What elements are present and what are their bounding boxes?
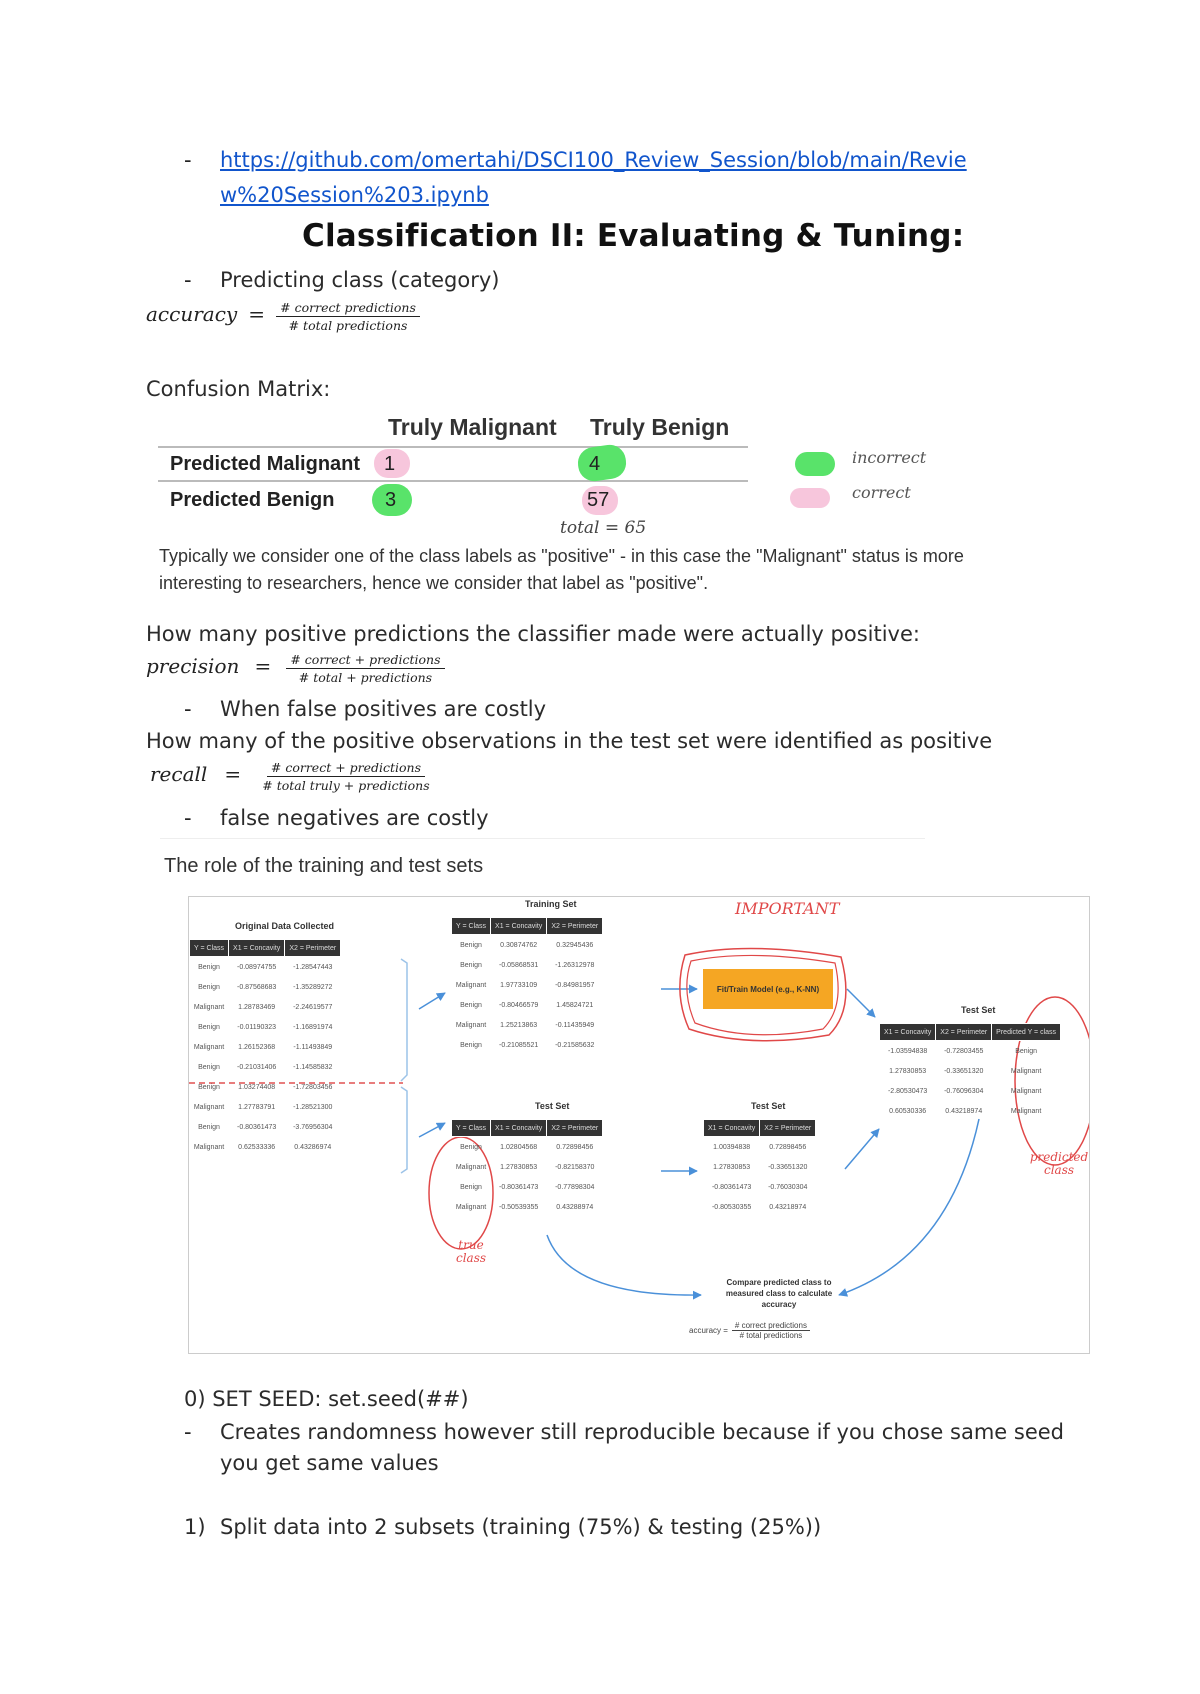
- table-cell: -1.03594838: [887, 1047, 928, 1055]
- table-cell: Benign: [198, 983, 220, 991]
- recall-question: How many of the positive observations in the test set were identified as positive: [146, 729, 993, 753]
- legend-correct-label: correct: [852, 483, 911, 502]
- table-cell: Malignant: [1010, 1087, 1042, 1095]
- table-cell: -1.28547443: [293, 963, 333, 971]
- original-data-table: [189, 939, 341, 1157]
- predicting-class-text: Predicting class (category): [220, 268, 500, 292]
- training-set-title: Training Set: [525, 899, 577, 909]
- table-cell: 1.27830853: [500, 1163, 538, 1171]
- table-cell: -1.28521300: [293, 1103, 333, 1111]
- table-cell: 0.62533336: [238, 1143, 276, 1151]
- table-cell: 0.43288974: [556, 1203, 594, 1211]
- precision-question: How many positive predictions the classifier made were actually positive:: [146, 622, 920, 646]
- table-cell: Benign: [198, 1023, 220, 1031]
- true-class-annotation: true class: [455, 1238, 487, 1265]
- table-cell: Benign: [460, 1001, 482, 1009]
- table-cell: 1.27783791: [238, 1103, 276, 1111]
- table-cell: 0.30874762: [500, 941, 538, 949]
- table-cell: 1.02804568: [500, 1143, 538, 1151]
- table-cell: Malignant: [193, 1143, 225, 1151]
- confusion-matrix-label: Confusion Matrix:: [146, 377, 331, 401]
- table-cell: -0.80466579: [499, 1001, 539, 1009]
- diagram-heading: The role of the training and test sets: [164, 855, 484, 877]
- table-row: [880, 1081, 1061, 1101]
- table-cell: -0.50539355: [499, 1203, 539, 1211]
- compare-instructions: Compare predicted class to measured class to calculate accuracy: [725, 1278, 833, 1309]
- precision-formula: [146, 652, 445, 685]
- table-cell: -0.77898304: [555, 1183, 595, 1191]
- original-data-title: Original Data Collected: [235, 921, 335, 931]
- table-row: [452, 1137, 603, 1158]
- table-cell: -0.05868531: [499, 961, 539, 969]
- col-header-truly-benign: Truly Benign: [590, 414, 730, 440]
- table-cell: 1.26152368: [238, 1043, 276, 1051]
- row-label-predicted-benign: Predicted Benign: [170, 489, 335, 511]
- test-set-title: Test Set: [751, 1101, 786, 1111]
- table-row: [190, 1077, 341, 1097]
- table-cell: -1.11493849: [293, 1043, 333, 1051]
- table-row: [190, 1137, 341, 1157]
- table-cell: 1.03274408: [238, 1083, 276, 1091]
- table-cell: -0.87568683: [237, 983, 277, 991]
- table-cell: Benign: [460, 1143, 482, 1151]
- table-cell: Benign: [460, 1183, 482, 1191]
- table-cell: Malignant: [455, 981, 487, 989]
- table-cell: Malignant: [455, 1163, 487, 1171]
- test-set-features-table: [703, 1119, 816, 1217]
- cell-value: 57: [587, 489, 610, 511]
- cell-value: 3: [385, 489, 397, 511]
- test-set-predicted-table: [879, 1023, 1061, 1121]
- table-header: Y = Class: [190, 940, 229, 957]
- col-header-truly-malignant: Truly Malignant: [388, 414, 557, 440]
- diagram-accuracy-lhs: accuracy =: [689, 1326, 728, 1335]
- table-cell: -1.26312978: [555, 961, 595, 969]
- positive-note-line2: interesting to researchers, hence we consider that label as "positive".: [159, 573, 709, 593]
- table-row: [704, 1137, 816, 1158]
- diagram-accuracy-denominator: # total predictions: [739, 1331, 803, 1340]
- table-row: [704, 1157, 816, 1177]
- precision-denominator: # total + predictions: [298, 670, 433, 685]
- github-link-line1[interactable]: https://github.com/omertahi/DSCI100_Review_Session/blob/main/Revie: [220, 148, 967, 172]
- table-cell: Benign: [198, 1063, 220, 1071]
- precision-lhs: precision: [146, 654, 240, 678]
- recall-numerator: # correct + predictions: [267, 760, 425, 777]
- table-cell: 0.60530336: [889, 1107, 927, 1115]
- table-header: X2 = Perimeter: [936, 1024, 992, 1041]
- table-cell: -0.21085521: [499, 1041, 539, 1049]
- table-cell: 1.97733109: [500, 981, 538, 989]
- table-header: X2 = Perimeter: [760, 1120, 816, 1137]
- diagram-accuracy-fraction: [732, 1321, 810, 1340]
- row-label-predicted-malignant: Predicted Malignant: [170, 453, 361, 475]
- recall-formula: [150, 760, 434, 793]
- table-row: [190, 1097, 341, 1117]
- table-row: [452, 1177, 603, 1197]
- table-cell: 0.72898456: [769, 1143, 807, 1151]
- table-cell: 1.27830853: [889, 1067, 927, 1075]
- table-row: [880, 1101, 1061, 1121]
- table-cell: Benign: [198, 1123, 220, 1131]
- table-header: X1 = Concavity: [491, 1120, 547, 1137]
- table-row: [704, 1197, 816, 1217]
- table-row: [452, 1157, 603, 1177]
- table-cell: Malignant: [1010, 1107, 1042, 1115]
- seed-explanation-line1: Creates randomness however still reproducible because if you chose same seed: [220, 1420, 1064, 1444]
- table-cell: Malignant: [1010, 1067, 1042, 1075]
- table-header: Y = Class: [452, 1120, 491, 1137]
- table-row: [452, 1015, 603, 1035]
- predicted-class-annotation: predicted class: [1029, 1150, 1089, 1177]
- table-cell: -1.14585832: [293, 1063, 333, 1071]
- table-row: [452, 995, 603, 1015]
- important-annotation: IMPORTANT: [735, 899, 840, 918]
- table-cell: 0.32945436: [556, 941, 594, 949]
- precision-numerator: # correct + predictions: [286, 652, 444, 669]
- table-row: [452, 975, 603, 995]
- table-header: Predicted Y = class: [992, 1024, 1061, 1041]
- matrix-divider-top: [158, 446, 748, 448]
- table-cell: -0.21585632: [555, 1041, 595, 1049]
- matrix-divider-middle: [158, 480, 748, 482]
- table-row: [190, 1057, 341, 1077]
- table-header: Y = Class: [452, 918, 491, 935]
- table-header: X1 = Concavity: [880, 1024, 936, 1041]
- table-cell: 1.45824721: [556, 1001, 594, 1009]
- test-set-title: Test Set: [961, 1005, 996, 1015]
- table-row: [452, 1197, 603, 1217]
- step1-number: 1): [184, 1515, 206, 1539]
- table-header: X2 = Perimeter: [285, 940, 341, 957]
- table-header: X1 = Concavity: [229, 940, 285, 957]
- table-row: [190, 1017, 341, 1037]
- table-cell: Malignant: [455, 1021, 487, 1029]
- table-cell: 1.28783469: [238, 1003, 276, 1011]
- table-cell: -0.01190323: [237, 1023, 277, 1031]
- table-cell: 0.43218974: [769, 1203, 807, 1211]
- table-cell: Benign: [1015, 1047, 1037, 1055]
- table-header: X2 = Perimeter: [547, 1120, 603, 1137]
- table-header: X1 = Concavity: [704, 1120, 760, 1137]
- total-note: total = 65: [560, 518, 647, 538]
- table-cell: -2.24619577: [293, 1003, 333, 1011]
- table-cell: Benign: [460, 1041, 482, 1049]
- table-header: X2 = Perimeter: [547, 918, 603, 935]
- table-cell: 0.72898456: [556, 1143, 594, 1151]
- false-negatives-text: false negatives are costly: [220, 806, 489, 830]
- equals-sign: =: [224, 762, 242, 786]
- table-cell: -1.16891974: [293, 1023, 333, 1031]
- table-row: [452, 1035, 603, 1055]
- bullet-dash: -: [184, 148, 192, 172]
- table-cell: -3.76956304: [293, 1123, 333, 1131]
- table-cell: -0.80361473: [711, 1183, 752, 1191]
- accuracy-numerator: # correct predictions: [276, 300, 420, 317]
- table-row: [190, 977, 341, 997]
- recall-lhs: recall: [150, 762, 208, 786]
- page-title: Classification II: Evaluating & Tuning:: [302, 218, 965, 254]
- accuracy-lhs: accuracy: [146, 302, 238, 326]
- table-row: [190, 997, 341, 1017]
- legend-pink-swatch: [790, 488, 830, 508]
- equals-sign: =: [254, 654, 272, 678]
- legend-incorrect-label: incorrect: [852, 448, 927, 467]
- table-cell: -0.11435949: [555, 1021, 595, 1029]
- recall-fraction: [258, 760, 433, 793]
- table-cell: -0.33651320: [768, 1163, 808, 1171]
- table-cell: -0.82158370: [555, 1163, 595, 1171]
- diagram-accuracy-formula: [689, 1321, 810, 1340]
- table-cell: Benign: [198, 1083, 220, 1091]
- table-row: [452, 955, 603, 975]
- false-positives-text: When false positives are costly: [220, 697, 547, 721]
- test-set-labeled-table: [451, 1119, 603, 1217]
- table-row: [190, 957, 341, 978]
- table-header: X1 = Concavity: [491, 918, 547, 935]
- table-cell: -0.33651320: [944, 1067, 984, 1075]
- legend-green-swatch: [795, 452, 835, 476]
- github-link-line2[interactable]: w%20Session%203.ipynb: [220, 183, 489, 207]
- accuracy-denominator: # total predictions: [288, 318, 408, 333]
- table-row: [880, 1041, 1061, 1062]
- table-cell: -0.76096304: [944, 1087, 984, 1095]
- table-cell: Benign: [198, 963, 220, 971]
- table-cell: Malignant: [193, 1103, 225, 1111]
- table-cell: Malignant: [193, 1003, 225, 1011]
- bullet-dash: -: [184, 697, 192, 721]
- table-cell: Benign: [460, 941, 482, 949]
- training-set-table: [451, 917, 603, 1055]
- diagram-accuracy-numerator: # correct predictions: [732, 1321, 810, 1331]
- table-cell: -1.72803456: [293, 1083, 333, 1091]
- table-cell: Malignant: [455, 1203, 487, 1211]
- fit-train-model-box: Fit/Train Model (e.g., K-NN): [703, 969, 833, 1009]
- table-row: [452, 935, 603, 956]
- table-cell: -0.08974755: [237, 963, 277, 971]
- table-cell: 1.27830853: [713, 1163, 751, 1171]
- table-cell: 0.43286974: [294, 1143, 332, 1151]
- table-cell: -0.80530355: [711, 1203, 752, 1211]
- accuracy-fraction: [276, 300, 420, 333]
- cell-value: 4: [589, 453, 601, 475]
- table-cell: -1.35289272: [293, 983, 333, 991]
- table-row: [704, 1177, 816, 1197]
- table-cell: -0.21031406: [237, 1063, 277, 1071]
- cell-value: 1: [384, 453, 396, 475]
- recall-denominator: # total truly + predictions: [262, 778, 430, 793]
- table-cell: 1.00394838: [713, 1143, 751, 1151]
- training-test-diagram: [188, 896, 1090, 1354]
- seed-explanation-line2: you get same values: [220, 1451, 439, 1475]
- table-cell: Malignant: [193, 1043, 225, 1051]
- table-cell: 0.43218974: [945, 1107, 983, 1115]
- test-set-title: Test Set: [535, 1101, 570, 1111]
- table-cell: -0.76030304: [768, 1183, 808, 1191]
- step1-split-data: Split data into 2 subsets (training (75%) & testing (25%)): [220, 1515, 822, 1539]
- bullet-dash: -: [184, 806, 192, 830]
- table-cell: -0.80361473: [499, 1183, 539, 1191]
- table-row: [190, 1037, 341, 1057]
- table-cell: Benign: [460, 961, 482, 969]
- precision-fraction: [286, 652, 444, 685]
- equals-sign: =: [248, 302, 266, 326]
- positive-note-line1: Typically we consider one of the class labels as "positive" - in this case the "Malignant" status is more: [159, 546, 964, 566]
- table-cell: -0.72803455: [944, 1047, 984, 1055]
- table-cell: 1.25213863: [500, 1021, 538, 1029]
- table-cell: -0.80361473: [237, 1123, 277, 1131]
- bullet-dash: -: [184, 268, 192, 292]
- table-row: [190, 1117, 341, 1137]
- highlight-incorrect: [576, 443, 628, 483]
- table-cell: -0.84981957: [555, 981, 595, 989]
- step0-set-seed: 0) SET SEED: set.seed(##): [184, 1387, 469, 1411]
- table-row: [880, 1061, 1061, 1081]
- bullet-dash: -: [184, 1420, 192, 1444]
- accuracy-formula: [146, 300, 420, 333]
- divider: [160, 838, 925, 839]
- table-cell: -2.80530473: [887, 1087, 928, 1095]
